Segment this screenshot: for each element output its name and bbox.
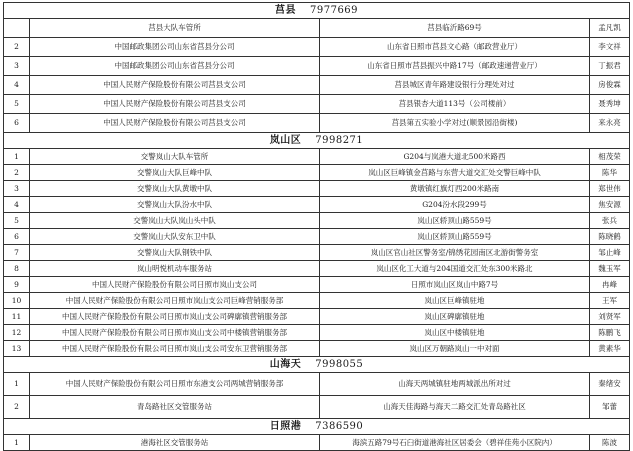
row-number: 2 (4, 165, 30, 181)
unit-address: 岚山区化工大道与204国道交汇处东300米路北 (320, 261, 590, 277)
contact-person: 陈华 (590, 165, 630, 181)
row-number: 12 (4, 325, 30, 341)
unit-name: 中国人民财产保险股份有限公司日照市岚山支公司 (30, 277, 320, 293)
row-number: 7 (4, 245, 30, 261)
row-number: 10 (4, 293, 30, 309)
unit-address: 莒县城区青年路建设银行分理处对过 (320, 76, 590, 95)
section-name: 山海天 (269, 358, 302, 370)
contact-person: 郑世伟 (590, 181, 630, 197)
table-row (4, 261, 630, 277)
unit-address: 山东省日照市莒县振兴中路17号（邮政速递营业厅） (320, 57, 590, 76)
table-row (4, 229, 630, 245)
contact-person: 焦安源 (590, 197, 630, 213)
unit-name: 中国人民财产保险股份有限公司莒县支公司 (30, 114, 320, 133)
contact-person: 聂秀坤 (590, 95, 630, 114)
section-header-shanhaitian (4, 357, 630, 373)
unit-name: 中国人民财产保险股份有限公司日照市东港支公司两城营销服务部 (30, 373, 320, 396)
unit-name: 中国人民财产保险股份有限公司日照市岚山支公司巨峰营销服务部 (30, 293, 320, 309)
table-row (4, 245, 630, 261)
row-number: 5 (4, 213, 30, 229)
unit-name: 青岛路社区交管服务站 (30, 396, 320, 419)
unit-name: 中国邮政集团公司山东省莒县分公司 (30, 57, 320, 76)
unit-address: 岚山区官山社区警务室/锦绣花园南区北游街警务室 (320, 245, 590, 261)
contact-person: 秦绪安 (590, 373, 630, 396)
unit-name: 交警岚山大队安东卫中队 (30, 229, 320, 245)
row-number: 8 (4, 261, 30, 277)
table-row (4, 309, 630, 325)
service-station-table (3, 2, 630, 451)
section-header-lanshan (4, 133, 630, 149)
section-title-cell (4, 133, 630, 149)
contact-person: 冉峰 (590, 277, 630, 293)
table-row (4, 435, 630, 451)
service-station-sheet (3, 2, 629, 451)
contact-person: 陈鹏飞 (590, 325, 630, 341)
row-number: 1 (4, 435, 30, 451)
row-number: 3 (4, 57, 30, 76)
section-name: 莒县 (275, 4, 296, 16)
table-row (4, 325, 630, 341)
contact-person: 相茂荣 (590, 149, 630, 165)
contact-person: 陈波 (590, 435, 630, 451)
unit-address: 莒县银杏大道113号（公司楼前） (320, 95, 590, 114)
unit-name: 交警岚山大队车管所 (30, 149, 320, 165)
contact-person: 丁振君 (590, 57, 630, 76)
unit-address: 山海天佳海路与海天二路交汇处青岛路社区 (320, 396, 590, 419)
table-row (4, 213, 630, 229)
unit-name: 中国人民财产保险股份有限公司日照市岚山支公司中楼镇营销服务部 (30, 325, 320, 341)
table-row (4, 277, 630, 293)
row-number: 13 (4, 341, 30, 357)
unit-name: 交警岚山大队钢铁中队 (30, 245, 320, 261)
unit-address: 岚山区轿顶山路559号 (320, 213, 590, 229)
contact-person: 来永亮 (590, 114, 630, 133)
unit-name: 港海社区交管服务站 (30, 435, 320, 451)
row-number (4, 19, 30, 38)
contact-person: 邹止峰 (590, 245, 630, 261)
section-phone: 7998271 (315, 134, 364, 146)
unit-address: 岚山区中楼镇驻地 (320, 325, 590, 341)
unit-name: 中国人民财产保险股份有限公司日照市岚山支公司碑廓镇营销服务部 (30, 309, 320, 325)
unit-name: 交警岚山大队黄墩中队 (30, 181, 320, 197)
contact-person: 魏玉军 (590, 261, 630, 277)
row-number: 4 (4, 76, 30, 95)
section-title-cell (4, 3, 630, 19)
unit-address: 山东省日照市莒县文心路（邮政营业厅） (320, 38, 590, 57)
unit-address: G204汾水段299号 (320, 197, 590, 213)
table-row (4, 57, 630, 76)
contact-person: 孟凡凯 (590, 19, 630, 38)
unit-name: 交警岚山大队岚山头中队 (30, 213, 320, 229)
row-number: 1 (4, 149, 30, 165)
table-body (4, 3, 630, 451)
unit-address: 山海天两城镇驻地两城派出所对过 (320, 373, 590, 396)
section-header-juxian (4, 3, 630, 19)
unit-address: 海滨五路79号石臼街道港海社区居委会（碧祥佳苑小区院内） (320, 435, 590, 451)
unit-name: 岚山明悦机动车服务站 (30, 261, 320, 277)
table-row (4, 165, 630, 181)
contact-person: 黄素华 (590, 341, 630, 357)
row-number: 3 (4, 181, 30, 197)
table-row (4, 396, 630, 419)
unit-name: 莒县大队车管所 (30, 19, 320, 38)
table-row (4, 341, 630, 357)
contact-person: 王军 (590, 293, 630, 309)
contact-person: 邹蕾 (590, 396, 630, 419)
row-number: 4 (4, 197, 30, 213)
table-row (4, 76, 630, 95)
unit-address: G204与岚港大道北500米路西 (320, 149, 590, 165)
unit-address: 莒县第五实验小学对过(顺景园沿街楼) (320, 114, 590, 133)
table-row (4, 181, 630, 197)
unit-name: 中国人民财产保险股份有限公司日照市岚山支公司安东卫营销服务部 (30, 341, 320, 357)
section-phone: 7386590 (315, 420, 364, 432)
row-number: 2 (4, 38, 30, 57)
section-name: 日照港 (269, 420, 302, 432)
table-row (4, 197, 630, 213)
table-row (4, 95, 630, 114)
unit-address: 岚山区巨峰镇驻地 (320, 293, 590, 309)
contact-person: 李文祥 (590, 38, 630, 57)
table-row (4, 149, 630, 165)
section-name: 岚山区 (269, 134, 302, 146)
section-phone: 7977669 (310, 4, 359, 16)
unit-address: 日照市岚山区岚山中路7号 (320, 277, 590, 293)
section-phone: 7998055 (315, 358, 364, 370)
section-header-rizhaogang (4, 419, 630, 435)
row-number: 9 (4, 277, 30, 293)
contact-person: 刘贤军 (590, 309, 630, 325)
unit-address: 岚山区万朝路岚山一中对面 (320, 341, 590, 357)
row-number: 1 (4, 373, 30, 396)
table-row (4, 114, 630, 133)
unit-address: 岚山区巨峰镇金莒路与东营大道交汇处交警巨峰中队 (320, 165, 590, 181)
contact-person: 张兵 (590, 213, 630, 229)
contact-person: 房俊霖 (590, 76, 630, 95)
row-number: 2 (4, 396, 30, 419)
row-number: 6 (4, 229, 30, 245)
unit-address: 莒县临沂路69号 (320, 19, 590, 38)
section-title-cell (4, 357, 630, 373)
unit-name: 交警岚山大队巨峰中队 (30, 165, 320, 181)
unit-name: 中国人民财产保险股份有限公司莒县支公司 (30, 95, 320, 114)
section-title-cell (4, 419, 630, 435)
row-number: 6 (4, 114, 30, 133)
unit-address: 岚山区碑廓镇驻地 (320, 309, 590, 325)
unit-address: 岚山区轿顶山路559号 (320, 229, 590, 245)
table-row (4, 373, 630, 396)
row-number: 5 (4, 95, 30, 114)
table-row (4, 293, 630, 309)
contact-person: 陈晓鹤 (590, 229, 630, 245)
row-number: 11 (4, 309, 30, 325)
unit-name: 交警岚山大队汾水中队 (30, 197, 320, 213)
unit-name: 中国人民财产保险股份有限公司莒县支公司 (30, 76, 320, 95)
table-row (4, 38, 630, 57)
unit-address: 黄墩镇红旗灯西200米路南 (320, 181, 590, 197)
table-row (4, 19, 630, 38)
unit-name: 中国邮政集团公司山东省莒县分公司 (30, 38, 320, 57)
